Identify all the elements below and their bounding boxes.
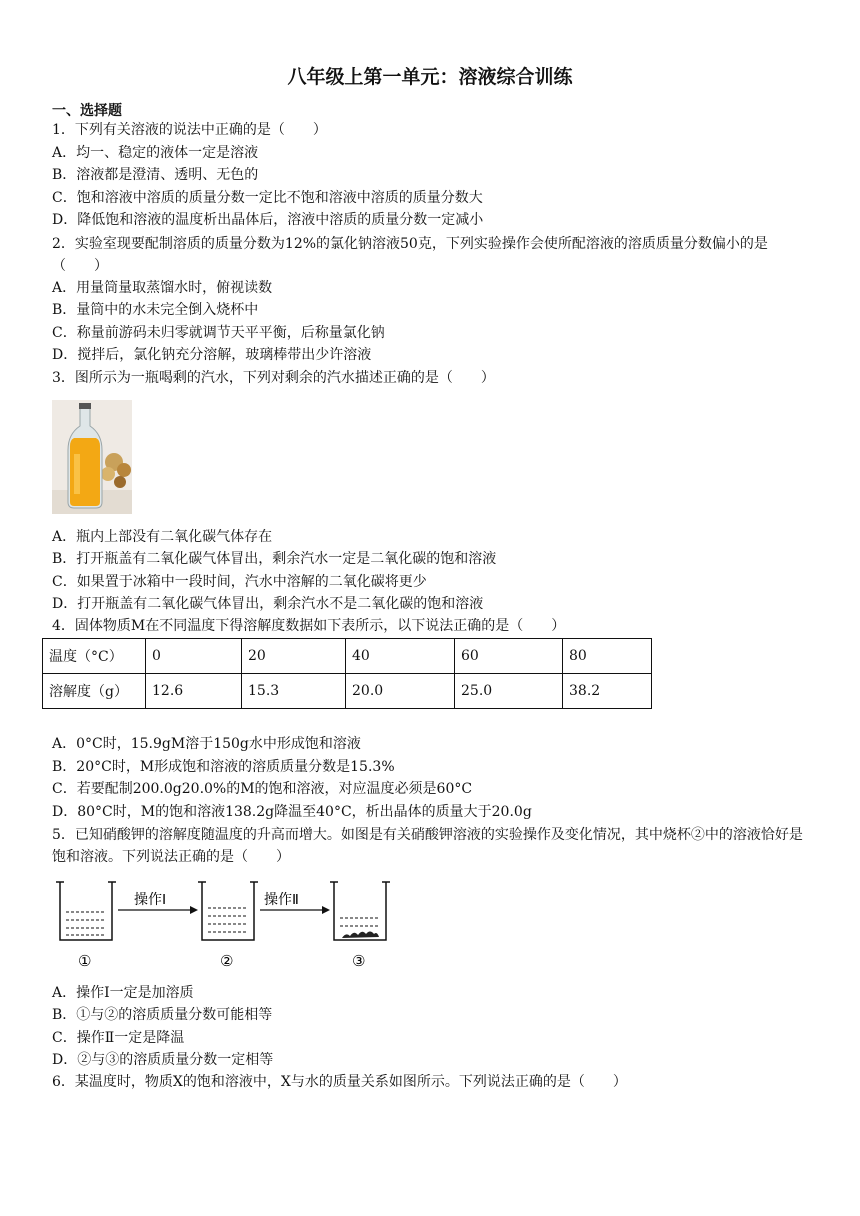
q2-option-a: A．用量筒量取蒸馏水时，俯视读数 xyxy=(52,280,273,296)
q5-option-a: A．操作Ⅰ一定是加溶质 xyxy=(52,985,194,1001)
beaker-label-1: ① xyxy=(78,952,92,970)
beaker-1 xyxy=(56,882,116,940)
table-cell: 60 xyxy=(455,639,563,674)
q3-option-d: D．打开瓶盖有二氧化碳气体冒出，剩余汽水不是二氧化碳的饱和溶液 xyxy=(52,596,484,612)
solution-1 xyxy=(66,912,106,935)
q5-option-d: D．②与③的溶质质量分数一定相等 xyxy=(52,1052,274,1068)
q3-option-b: B．打开瓶盖有二氧化碳气体冒出，剩余汽水一定是二氧化碳的饱和溶液 xyxy=(52,551,497,567)
q1-stem: 1．下列有关溶液的说法中正确的是（ ） xyxy=(52,122,327,138)
solution-2 xyxy=(208,908,248,932)
table-cell: 12.6 xyxy=(146,674,242,709)
q2-stem: 2．实验室现要配制溶质的质量分数为12%的氯化钠溶液50克，下列实验操作会使所配溶液的溶质质量分数偏小的是（ ） xyxy=(52,236,768,274)
q4-option-d: D．80°C时，M的饱和溶液138.2g降温至40°C，析出晶体的质量大于20.0g xyxy=(52,804,532,820)
table-cell: 15.3 xyxy=(242,674,346,709)
beaker-3 xyxy=(330,882,390,940)
table-cell: 25.0 xyxy=(455,674,563,709)
table-cell: 38.2 xyxy=(563,674,652,709)
q4-option-a: A．0°C时，15.9gM溶于150g水中形成饱和溶液 xyxy=(52,736,361,752)
beaker-2 xyxy=(198,882,258,940)
solution-3 xyxy=(340,918,380,926)
table-cell: 0 xyxy=(146,639,242,674)
q2-option-b: B．量筒中的水未完全倒入烧杯中 xyxy=(52,302,259,318)
op2-label: 操作Ⅱ xyxy=(264,891,299,907)
beaker-label-2: ② xyxy=(220,952,234,970)
q3-option-a: A．瓶内上部没有二氧化碳气体存在 xyxy=(52,529,273,545)
q5-option-c: C．操作Ⅱ一定是降温 xyxy=(52,1030,185,1046)
q4-stem: 4．固体物质M在不同温度下得溶解度数据如下表所示，以下说法正确的是（ ） xyxy=(52,618,566,634)
section-heading: 一、选择题 xyxy=(52,103,122,119)
soda-bottle-photo xyxy=(52,400,132,514)
table-cell: 溶解度（g） xyxy=(43,674,146,709)
crystal-precipitate xyxy=(342,932,379,939)
q3-stem: 3．图所示为一瓶喝剩的汽水，下列对剩余的汽水描述正确的是（ ） xyxy=(52,370,495,386)
beaker-diagram xyxy=(52,872,412,972)
table-cell: 80 xyxy=(563,639,652,674)
q4-option-c: C．若要配制200.0g20.0%的M的饱和溶液，对应温度必须是60°C xyxy=(52,781,473,797)
op1-label: 操作Ⅰ xyxy=(134,891,167,907)
table-cell: 温度（°C） xyxy=(43,639,146,674)
q1-option-b: B．溶液都是澄清、透明、无色的 xyxy=(52,167,259,183)
q4-option-b: B．20°C时，M形成饱和溶液的溶质质量分数是15.3% xyxy=(52,759,395,775)
q3-option-c: C．如果置于冰箱中一段时间，汽水中溶解的二氧化碳将更少 xyxy=(52,574,427,590)
q6-stem: 6．某温度时，物质X的饱和溶液中，X与水的质量关系如图所示。下列说法正确的是（ ） xyxy=(52,1074,627,1090)
arrow-2 xyxy=(260,906,330,914)
q5-stem: 5．已知硝酸钾的溶解度随温度的升高而增大。如图是有关硝酸钾溶液的实验操作及变化情况，其中烧杯②中的溶液恰好是饱和溶液。下列说法正确的是（ ） xyxy=(52,827,803,865)
q5-option-b: B．①与②的溶质质量分数可能相等 xyxy=(52,1007,273,1023)
table-cell: 40 xyxy=(346,639,455,674)
table-cell: 20.0 xyxy=(346,674,455,709)
q1-option-a: A．均一、稳定的液体一定是溶液 xyxy=(52,145,259,161)
beaker-label-3: ③ xyxy=(352,952,366,970)
table-row xyxy=(43,639,652,674)
page-title: 八年级上第一单元：溶液综合训练 xyxy=(287,66,573,88)
q1-option-c: C．饱和溶液中溶质的质量分数一定比不饱和溶液中溶质的质量分数大 xyxy=(52,190,483,206)
table-cell: 20 xyxy=(242,639,346,674)
arrow-1 xyxy=(118,906,198,914)
q2-option-d: D．搅拌后，氯化钠充分溶解，玻璃棒带出少许溶液 xyxy=(52,347,372,363)
q1-option-d: D．降低饱和溶液的温度析出晶体后，溶液中溶质的质量分数一定减小 xyxy=(52,212,484,228)
table-row xyxy=(43,674,652,709)
q2-option-c: C．称量前游码未归零就调节天平平衡，后称量氯化钠 xyxy=(52,325,385,341)
solubility-table xyxy=(42,638,652,709)
